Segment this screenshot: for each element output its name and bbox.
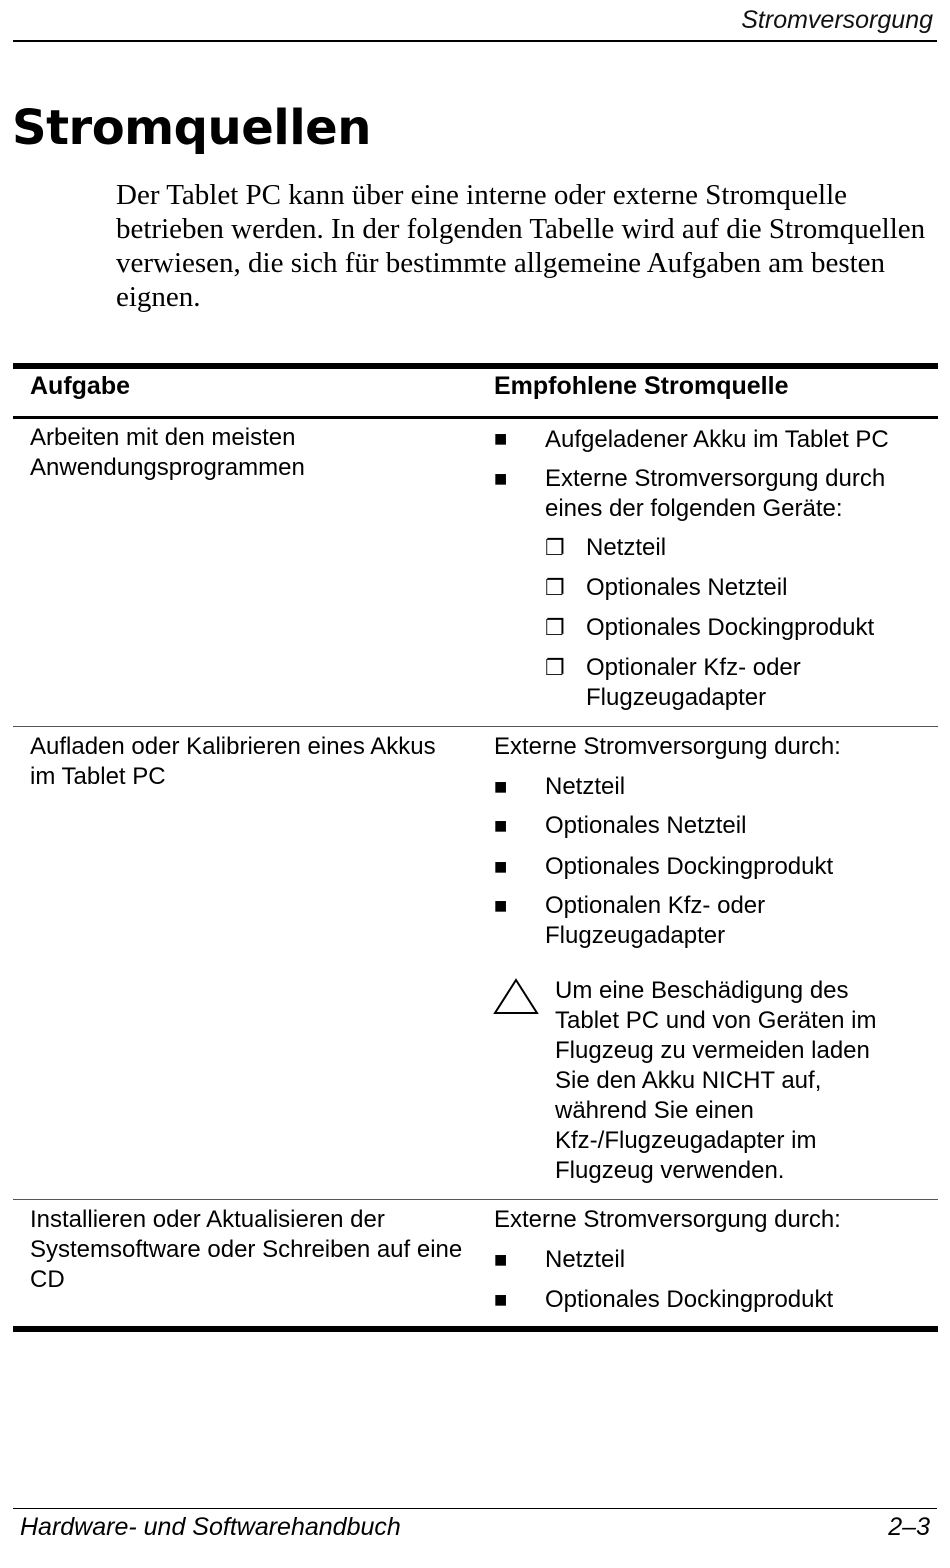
- page-title: Stromquellen: [12, 100, 371, 156]
- footer-manual-title: Hardware- und Softwarehandbuch: [20, 1513, 401, 1541]
- table-row-3-task: Installieren oder Aktualisieren der Systemsoftware oder Schreiben auf eine CD: [30, 1206, 463, 1293]
- row-1-subitem-4: Optionaler Kfz- oder Flugzeugadapter: [586, 654, 801, 711]
- row-3-bullet-1: Netzteil: [545, 1246, 626, 1273]
- row-divider: [13, 1199, 938, 1200]
- row-1-subitem-1: Netzteil: [586, 534, 667, 561]
- caution-note: Um eine Beschädigung des Tablet PC und von Geräten im Flugzeug zu vermeiden laden Sie den Akku NICHT auf, während Sie einen Kfz-/Flugzeugadapter im Flugzeug verwenden.: [555, 977, 877, 1184]
- column-header-source: Empfohlene Stromquelle: [494, 372, 789, 400]
- row-1-subitem-2: Optionales Netzteil: [586, 574, 788, 601]
- row-divider: [13, 726, 938, 727]
- checkbox-icon: ❐: [545, 655, 565, 680]
- intro-paragraph: Der Tablet PC kann über eine interne oder externe Stromquelle betrieben werden. In der folgenden Tabelle wird auf die Stromquellen verwiesen, die sich für bestimmte allgemeine Aufgaben am besten eignen.: [116, 179, 926, 313]
- row-1-bullet-1: Aufgeladener Akku im Tablet PC: [545, 426, 889, 453]
- table-bottom-rule: [13, 1326, 938, 1332]
- bullet-icon: ■: [494, 426, 508, 451]
- checkbox-icon: ❐: [545, 615, 565, 640]
- bullet-icon: ■: [494, 466, 508, 491]
- row-2-bullet-3: Optionales Dockingprodukt: [545, 853, 834, 880]
- bullet-icon: ■: [494, 893, 508, 918]
- header-rule: [13, 40, 937, 42]
- row-1-subitem-3: Optionales Dockingprodukt: [586, 614, 875, 641]
- table-row-1-task: Arbeiten mit den meisten Anwendungsprogrammen: [30, 424, 305, 481]
- column-header-task: Aufgabe: [30, 372, 130, 400]
- row-2-bullet-1: Netzteil: [545, 773, 626, 800]
- bullet-icon: ■: [494, 1287, 508, 1312]
- bullet-icon: ■: [494, 774, 508, 799]
- bullet-icon: ■: [494, 813, 508, 838]
- checkbox-icon: ❐: [545, 575, 565, 600]
- row-2-intro: Externe Stromversorgung durch:: [494, 733, 841, 760]
- footer-rule: [13, 1508, 937, 1509]
- row-2-bullet-4: Optionalen Kfz- oder Flugzeugadapter: [545, 892, 766, 949]
- bullet-icon: ■: [494, 1247, 508, 1272]
- bullet-icon: ■: [494, 854, 508, 879]
- running-header: Stromversorgung: [741, 6, 933, 34]
- table-top-rule: [13, 363, 938, 369]
- row-3-bullet-2: Optionales Dockingprodukt: [545, 1286, 834, 1313]
- checkbox-icon: ❐: [545, 535, 565, 560]
- table-row-2-task: Aufladen oder Kalibrieren eines Akkus im Tablet PC: [30, 733, 436, 790]
- row-1-bullet-2: Externe Stromversorgung durch eines der folgenden Geräte:: [545, 465, 886, 522]
- caution-triangle-icon: [493, 978, 539, 1016]
- page-number: 2–3: [888, 1513, 930, 1541]
- header-rule-bottom: [13, 416, 938, 419]
- row-3-intro: Externe Stromversorgung durch:: [494, 1206, 841, 1233]
- row-2-bullet-2: Optionales Netzteil: [545, 812, 747, 839]
